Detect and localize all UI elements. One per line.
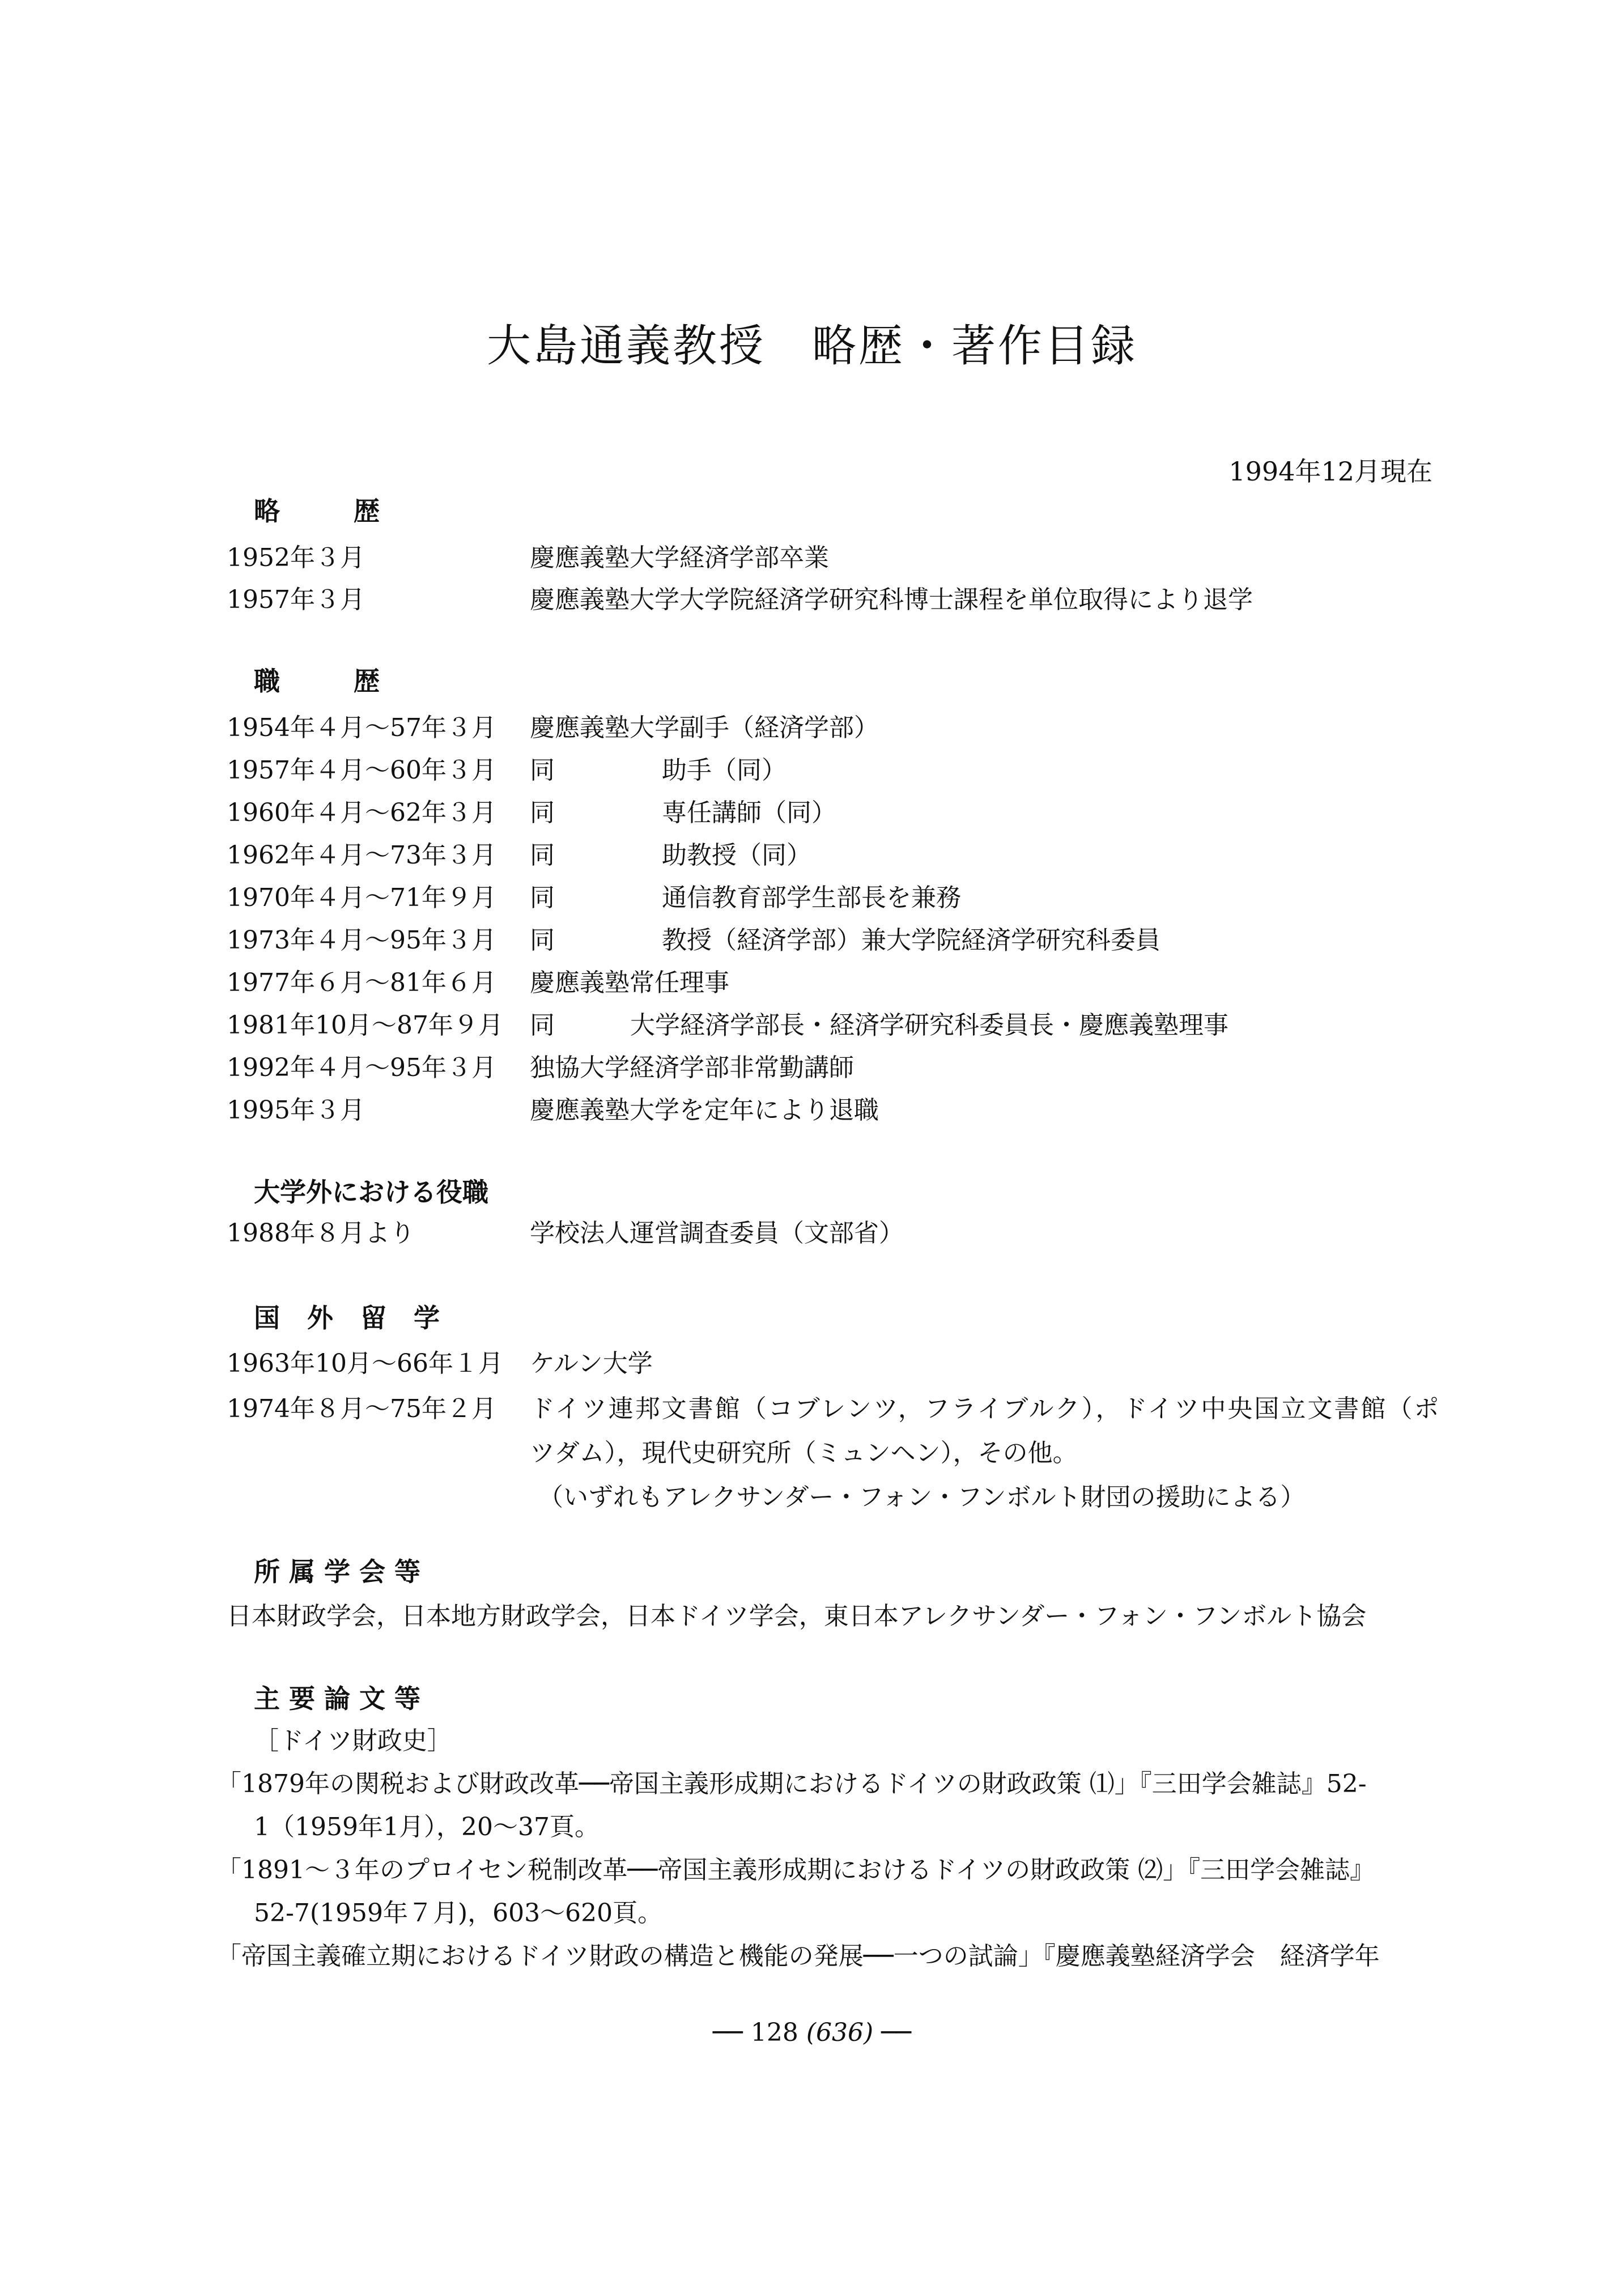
page-title: 大島通義教授 略歴・著作目録 xyxy=(486,321,1137,372)
education-date: 1957年３月 xyxy=(227,585,365,614)
original-page-number: (636) xyxy=(806,2018,874,2047)
career-date: 1960年４月〜62年３月 xyxy=(227,798,496,827)
paper-line: 52-7(1959年７月)，603〜620頁。 xyxy=(254,1899,663,1928)
footer-dash-left: ── xyxy=(712,2018,743,2047)
abroad-date: 1963年10月〜66年１月 xyxy=(227,1349,503,1378)
career-same-mark: 同 xyxy=(530,756,555,785)
abroad-date: 1974年８月〜75年２月 xyxy=(227,1394,496,1423)
career-date: 1973年４月〜95年３月 xyxy=(227,926,496,955)
career-desc: 大学経済学部長・経済学研究科委員長・慶應義塾理事 xyxy=(630,1011,1228,1040)
section-heading-papers: 主要論文等 xyxy=(254,1683,430,1714)
paper-line: 「帝国主義確立期におけるドイツ財政の構造と機能の発展──一つの試論」『慶應義塾経済学会 経済学年 xyxy=(216,1942,1380,1971)
career-desc: 慶應義塾常任理事 xyxy=(530,968,729,997)
abroad-desc: ケルン大学 xyxy=(530,1349,653,1378)
career-desc: 独協大学経済学部非常勤講師 xyxy=(530,1053,854,1082)
section-heading-societies: 所属学会等 xyxy=(254,1556,430,1587)
papers-subheading: ［ドイツ財政史］ xyxy=(254,1726,452,1755)
career-date: 1977年６月〜81年６月 xyxy=(227,968,496,997)
education-desc: 慶應義塾大学大学院経済学研究科博士課程を単位取得により退学 xyxy=(530,585,1253,614)
career-desc: 慶應義塾大学副手（経済学部） xyxy=(530,713,879,742)
footer-dash-right: ── xyxy=(881,2018,912,2047)
as-of-date: 1994年12月現在 xyxy=(1228,456,1432,487)
career-date: 1954年４月〜57年３月 xyxy=(227,713,496,742)
career-desc: 助手（同） xyxy=(662,756,787,785)
section-heading-abroad: 国 外 留 学 xyxy=(254,1303,449,1333)
abroad-desc-cont: ツダム），現代史研究所（ミュンヘン），その他。 xyxy=(530,1439,1078,1467)
career-date: 1992年４月〜95年３月 xyxy=(227,1053,496,1082)
career-same-mark: 同 xyxy=(530,883,555,912)
career-desc: 専任講師（同） xyxy=(662,798,836,827)
external-date: 1988年８月より xyxy=(227,1219,415,1248)
career-desc: 教授（経済学部）兼大学院経済学研究科委員 xyxy=(662,926,1160,955)
paper-line: 「1891〜３年のプロイセン税制改革──帝国主義形成期におけるドイツの財政政策 ⑵」『三田学会雑誌』 xyxy=(216,1856,1375,1884)
paper-line: 「1879年の関税および財政改革──帝国主義形成期におけるドイツの財政政策 ⑴」『三田学会雑誌』52- xyxy=(216,1769,1367,1798)
page-number-footer xyxy=(0,2018,1624,2047)
education-desc: 慶應義塾大学経済学部卒業 xyxy=(530,543,829,572)
page-number: 128 xyxy=(750,2018,798,2047)
abroad-desc-note: （いずれもアレクサンダー・フォン・フンボルト財団の援助による） xyxy=(538,1483,1306,1512)
abroad-desc: ドイツ連邦文書館（コブレンツ，フライブルク），ドイツ中央国立文書館（ポ xyxy=(530,1394,1441,1423)
career-desc: 慶應義塾大学を定年により退職 xyxy=(530,1096,879,1125)
career-date: 1995年３月 xyxy=(227,1096,365,1125)
career-desc: 助教授（同） xyxy=(662,841,811,870)
education-date: 1952年３月 xyxy=(227,543,365,572)
career-date: 1981年10月〜87年９月 xyxy=(227,1011,503,1040)
career-date: 1962年４月〜73年３月 xyxy=(227,841,496,870)
section-heading-external: 大学外における役職 xyxy=(254,1177,488,1207)
career-same-mark: 同 xyxy=(530,798,555,827)
societies-text: 日本財政学会，日本地方財政学会，日本ドイツ学会，東日本アレクサンダー・フォン・フンボルト協会 xyxy=(227,1602,1367,1631)
career-same-mark: 同 xyxy=(530,841,555,870)
career-same-mark: 同 xyxy=(530,1011,555,1040)
career-date: 1957年４月〜60年３月 xyxy=(227,756,496,785)
career-same-mark: 同 xyxy=(530,926,555,955)
career-desc: 通信教育部学生部長を兼務 xyxy=(662,883,961,912)
section-heading-education: 略 歴 xyxy=(254,496,403,526)
external-desc: 学校法人運営調査委員（文部省） xyxy=(530,1219,904,1248)
career-date: 1970年４月〜71年９月 xyxy=(227,883,496,912)
section-heading-career: 職 歴 xyxy=(254,666,403,696)
paper-line: 1（1959年1月），20〜37頁。 xyxy=(254,1813,600,1841)
